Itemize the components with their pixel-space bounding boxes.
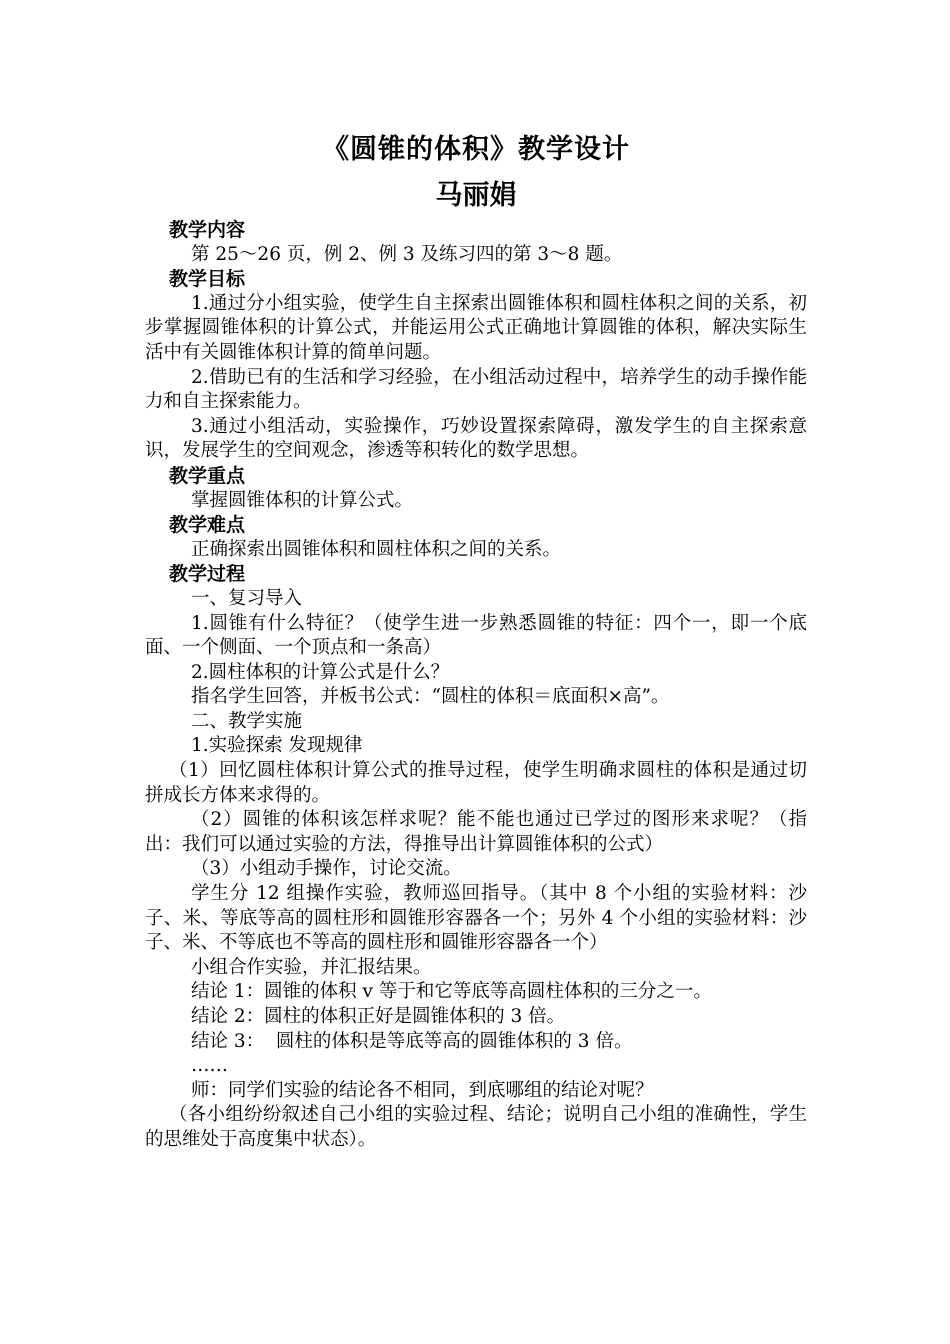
conclusion-1: 结论 1：圆锥的体积 v 等于和它等底等高圆柱体积的三分之一。 [191, 981, 712, 1003]
process-question-2: 2.圆柱体积的计算公式是什么？ [191, 661, 450, 683]
process-question-1: 1.圆锥有什么特征？（使学生进一步熟悉圆锥的特征：四个一，即一个底面、一个侧面、一个顶点和一条高） [145, 612, 807, 659]
heading-difficulty: 教学难点 [169, 514, 246, 537]
content-text: 第 25～26 页，例 2、例 3 及练习四的第 3～8 题。 [191, 243, 623, 265]
conclusion-2: 结论 2：圆柱的体积正好是圆锥体积的 3 倍。 [191, 1006, 566, 1027]
process-report: 小组合作实验，并汇报结果。 [191, 956, 432, 978]
process-review: 一、复习导入 [191, 587, 303, 609]
ellipsis: …… [191, 1055, 228, 1077]
document-page [145, 130, 807, 1153]
process-question-2-answer: 指名学生回答，并板书公式：“圆柱的体积＝底面积×高”。 [191, 686, 670, 708]
heading-content: 教学内容 [169, 219, 246, 241]
process-implement: 二、教学实施 [191, 710, 303, 732]
document-title: 《圆锥的体积》教学设计 [322, 134, 630, 165]
process-groups: 学生分 12 组操作实验，教师巡回指导。（其中 8 个小组的实验材料：沙子、米、等底等高的圆柱形和圆锥形容器各一个；另外 4 个小组的实验材料：沙子、米、不等底也不等高的圆柱形和圆锥形容器各一个） [145, 883, 807, 954]
difficulty-text: 正确探索出圆锥体积和圆柱体积之间的关系。 [191, 538, 562, 560]
process-explore-3: （3）小组动手操作，讨论交流。 [191, 858, 462, 880]
teacher-question: 师：同学们实验的结论各不相同，到底哪组的结论对呢？ [191, 1079, 654, 1101]
heading-key-point: 教学重点 [169, 464, 246, 487]
author-name: 马丽娟 [435, 180, 517, 211]
process-explore-2: （2）圆锥的体积该怎样求呢？能不能也通过已学过的图形来求呢？（指出：我们可以通过实验的方法，得推导出计算圆锥体积的公式） [145, 809, 807, 855]
heading-process: 教学过程 [169, 563, 246, 586]
conclusion-3: 结论 3： 圆柱的体积是等底等高的圆锥体积的 3 倍。 [191, 1030, 633, 1052]
goal-3: 3.通过小组活动，实验操作，巧妙设置探索障碍，激发学生的自主探索意识，发展学生的空间观念，渗透等积转化的数学思想。 [145, 415, 807, 462]
heading-goals: 教学目标 [169, 268, 246, 291]
groups-narrate: （各小组纷纷叙述自己小组的实验过程、结论；说明自己小组的准确性，学生的思维处于高度集中状态）。 [145, 1104, 807, 1150]
goal-2: 2.借助已有的生活和学习经验，在小组活动过程中，培养学生的动手操作能力和自主探索能力。 [145, 366, 807, 413]
goal-1: 1.通过分小组实验，使学生自主探索出圆锥体积和圆柱体积之间的关系，初步掌握圆锥体积的计算公式，并能运用公式正确地计算圆锥的体积，解决实际生活中有关圆锥体积计算的简单问题。 [145, 292, 807, 363]
key-point-text: 掌握圆锥体积的计算公式。 [191, 489, 414, 511]
process-explore: 1.实验探索 发现规律 [191, 735, 363, 757]
process-explore-1: （1）回忆圆柱体积计算公式的推导过程，使学生明确求圆柱的体积是通过切拼成长方体来求得的。 [145, 760, 807, 806]
